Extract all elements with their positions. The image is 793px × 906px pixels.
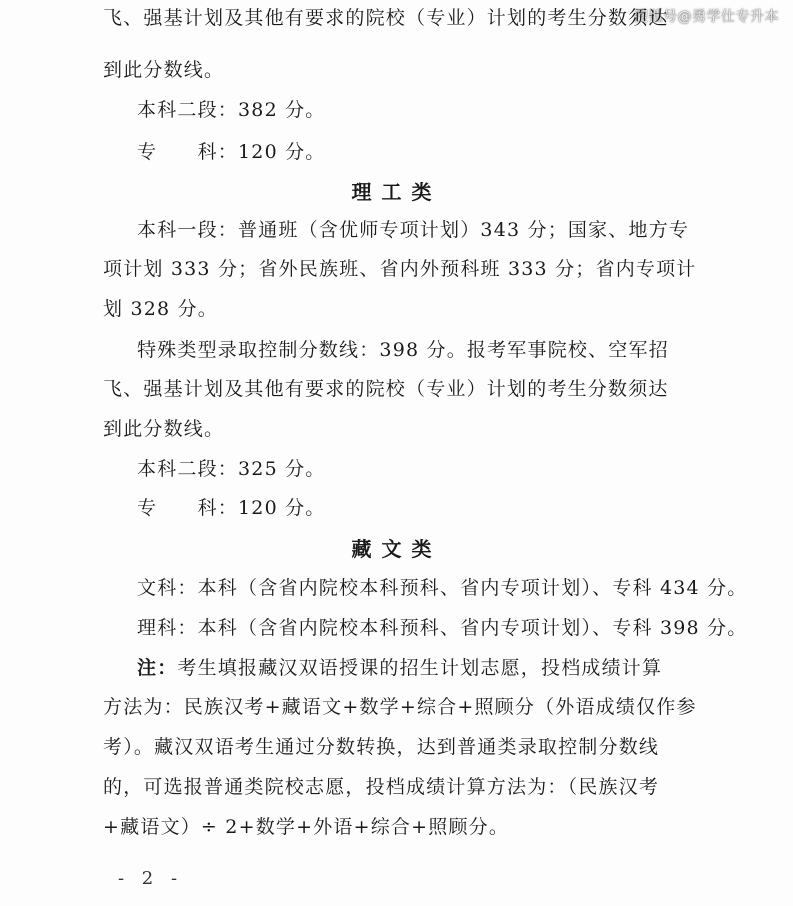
section-heading: 理工类 (351, 180, 442, 204)
text-line: 到此分数线。 (103, 59, 225, 81)
page-number: - 2 - (118, 868, 184, 889)
watermark: 搜狐号@勇学仕专升本 (634, 9, 779, 25)
text-line: 划 328 分。 (103, 298, 218, 320)
text-line: 文科：本科（含省内院校本科预科、省内专项计划）、专科 434 分。 (137, 577, 748, 599)
text-line: 飞、强基计划及其他有要求的院校（专业）计划的考生分数须达 (103, 7, 669, 29)
section-heading: 藏文类 (351, 537, 442, 561)
text-line: 特殊类型录取控制分数线：398 分。报考军事院校、空军招 (137, 339, 669, 361)
text-line: 本科二段：325 分。 (137, 458, 326, 480)
text-line: 到此分数线。 (103, 418, 225, 440)
text-line: 飞、强基计划及其他有要求的院校（专业）计划的考生分数须达 (103, 378, 669, 400)
text-line: 的，可选报普通类院校志愿，投档成绩计算方法为：（民族汉考 (103, 776, 660, 798)
text-line: 本科二段：382 分。 (137, 99, 326, 121)
text-line: 专 科：120 分。 (137, 141, 326, 163)
text-line: 本科一段：普通班（含优师专项计划）343 分；国家、地方专 (137, 219, 690, 241)
text-line: 专 科：120 分。 (137, 497, 326, 519)
note-label: 注： (137, 657, 178, 679)
note-line (0, 656, 793, 680)
note-text: 考生填报藏汉双语授课的招生计划志愿，投档成绩计算 (177, 657, 663, 679)
text-line: 项计划 333 分；省外民族班、省内外预科班 333 分；省内专项计 (103, 258, 697, 280)
text-line: 方法为：民族汉考+藏语文+数学+综合+照顾分（外语成绩仅作参 (103, 696, 697, 718)
text-line: 考）。藏汉双语考生通过分数转换，达到普通类录取控制分数线 (103, 736, 660, 758)
text-line: +藏语文）÷ 2+数学+外语+综合+照顾分。 (103, 816, 510, 838)
text-line: 理科：本科（含省内院校本科预科、省内专项计划）、专科 398 分。 (137, 617, 748, 639)
